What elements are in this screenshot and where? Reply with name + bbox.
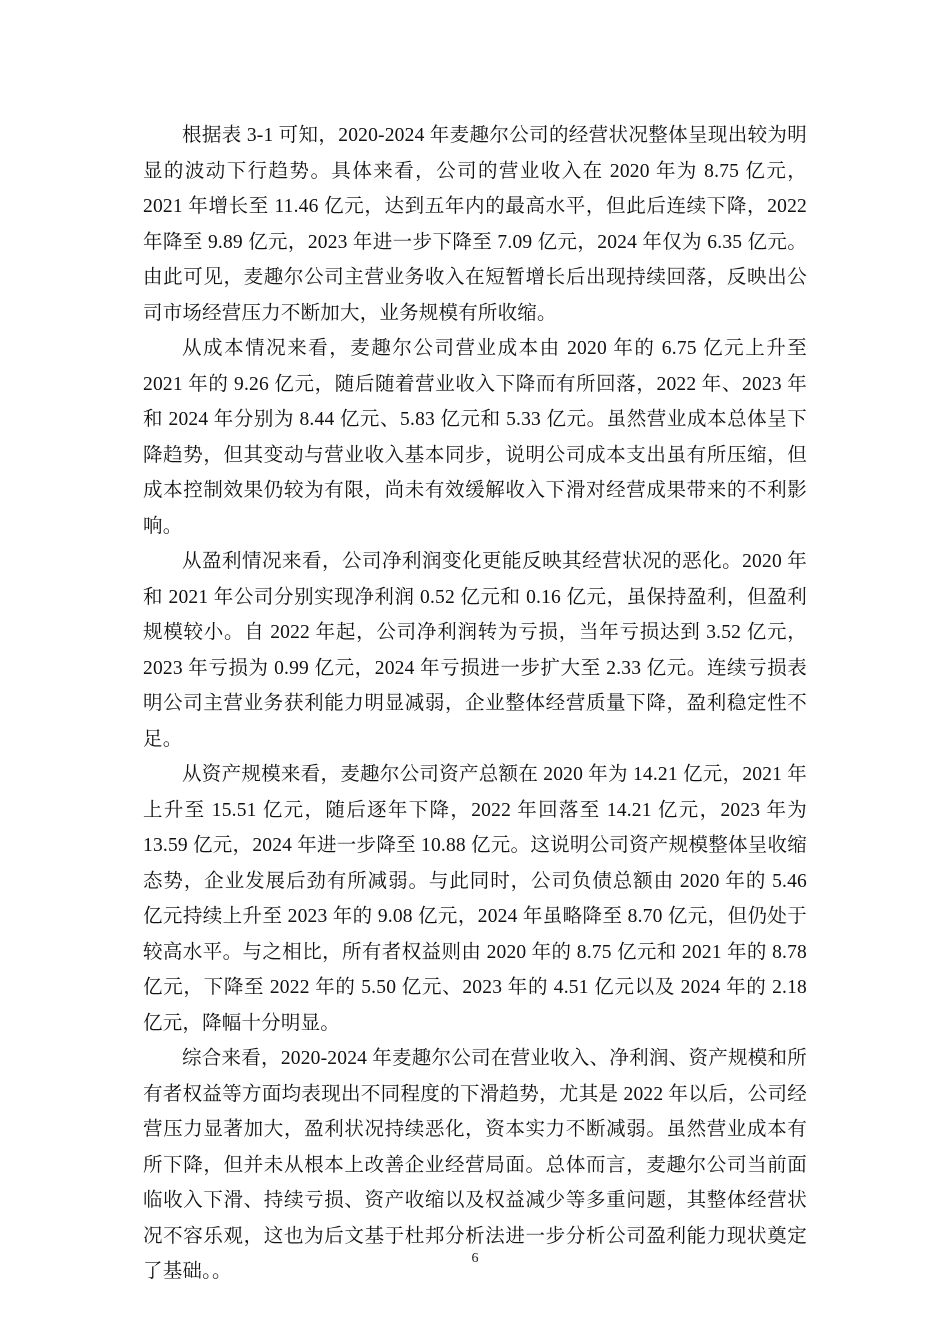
paragraph-summary: 综合来看，2020-2024 年麦趣尔公司在营业收入、净利润、资产规模和所有者权益等方面均表现出不同程度的下滑趋势，尤其是 2022 年以后，公司经营压力显著加大，盈利状况持续恶化，资本实力不断减弱。虽然营业成本有所下降，但并未从根本上改善企业经营局面。总体而言，麦趣尔公司当前面临收入下滑、持续亏损、资产收缩以及权益减少等多重问题，其整体经营状况不容乐观，这也为后文基于杜邦分析法进一步分析公司盈利能力现状奠定了基础。。 [143,1048,807,1282]
document-body [143,118,807,1290]
paragraph-profit-analysis: 从盈利情况来看，公司净利润变化更能反映其经营状况的恶化。2020 年和 2021 年公司分别实现净利润 0.52 亿元和 0.16 亿元，虽保持盈利，但盈利规模较小。自 2022 年起，公司净利润转为亏损，当年亏损达到 3.52 亿元，2023 年亏损为 0.99 亿元，2024 年亏损进一步扩大至 2.33 亿元。连续亏损表明公司主营业务获利能力明显减弱，企业整体经营质量下降，盈利稳定性不足。 [143,551,807,750]
paragraph-revenue-analysis: 根据表 3-1 可知，2020-2024 年麦趣尔公司的经营状况整体呈现出较为明显的波动下行趋势。具体来看，公司的营业收入在 2020 年为 8.75 亿元，2021 年增长至 11.46 亿元，达到五年内的最高水平，但此后连续下降，2022 年降至 9.89 亿元，2023 年进一步下降至 7.09 亿元，2024 年仅为 6.35 亿元。由此可见，麦趣尔公司主营业务收入在短暂增长后出现持续回落，反映出公司市场经营压力不断加大，业务规模有所收缩。 [143,125,807,324]
page-number: 6 [471,1251,479,1266]
paragraph-cost-analysis: 从成本情况来看，麦趣尔公司营业成本由 2020 年的 6.75 亿元上升至 2021 年的 9.26 亿元，随后随着营业收入下降而有所回落，2022 年、2023 年和 2024 年分别为 8.44 亿元、5.83 亿元和 5.33 亿元。虽然营业成本总体呈下降趋势，但其变动与营业收入基本同步，说明公司成本支出虽有所压缩，但成本控制效果仍较为有限，尚未有效缓解收入下滑对经营成果带来的不利影响。 [143,338,807,537]
paragraph-asset-analysis: 从资产规模来看，麦趣尔公司资产总额在 2020 年为 14.21 亿元，2021 年上升至 15.51 亿元，随后逐年下降，2022 年回落至 14.21 亿元，2023 年为 13.59 亿元，2024 年进一步降至 10.88 亿元。这说明公司资产规模整体呈收缩态势，企业发展后劲有所减弱。与此同时，公司负债总额由 2020 年的 5.46 亿元持续上升至 2023 年的 9.08 亿元，2024 年虽略降至 8.70 亿元，但仍处于较高水平。与之相比，所有者权益则由 2020 年的 8.75 亿元和 2021 年的 8.78 亿元，下降至 2022 年的 5.50 亿元、2023 年的 4.51 亿元以及 2024 年的 2.18 亿元，降幅十分明显。 [143,764,807,1034]
